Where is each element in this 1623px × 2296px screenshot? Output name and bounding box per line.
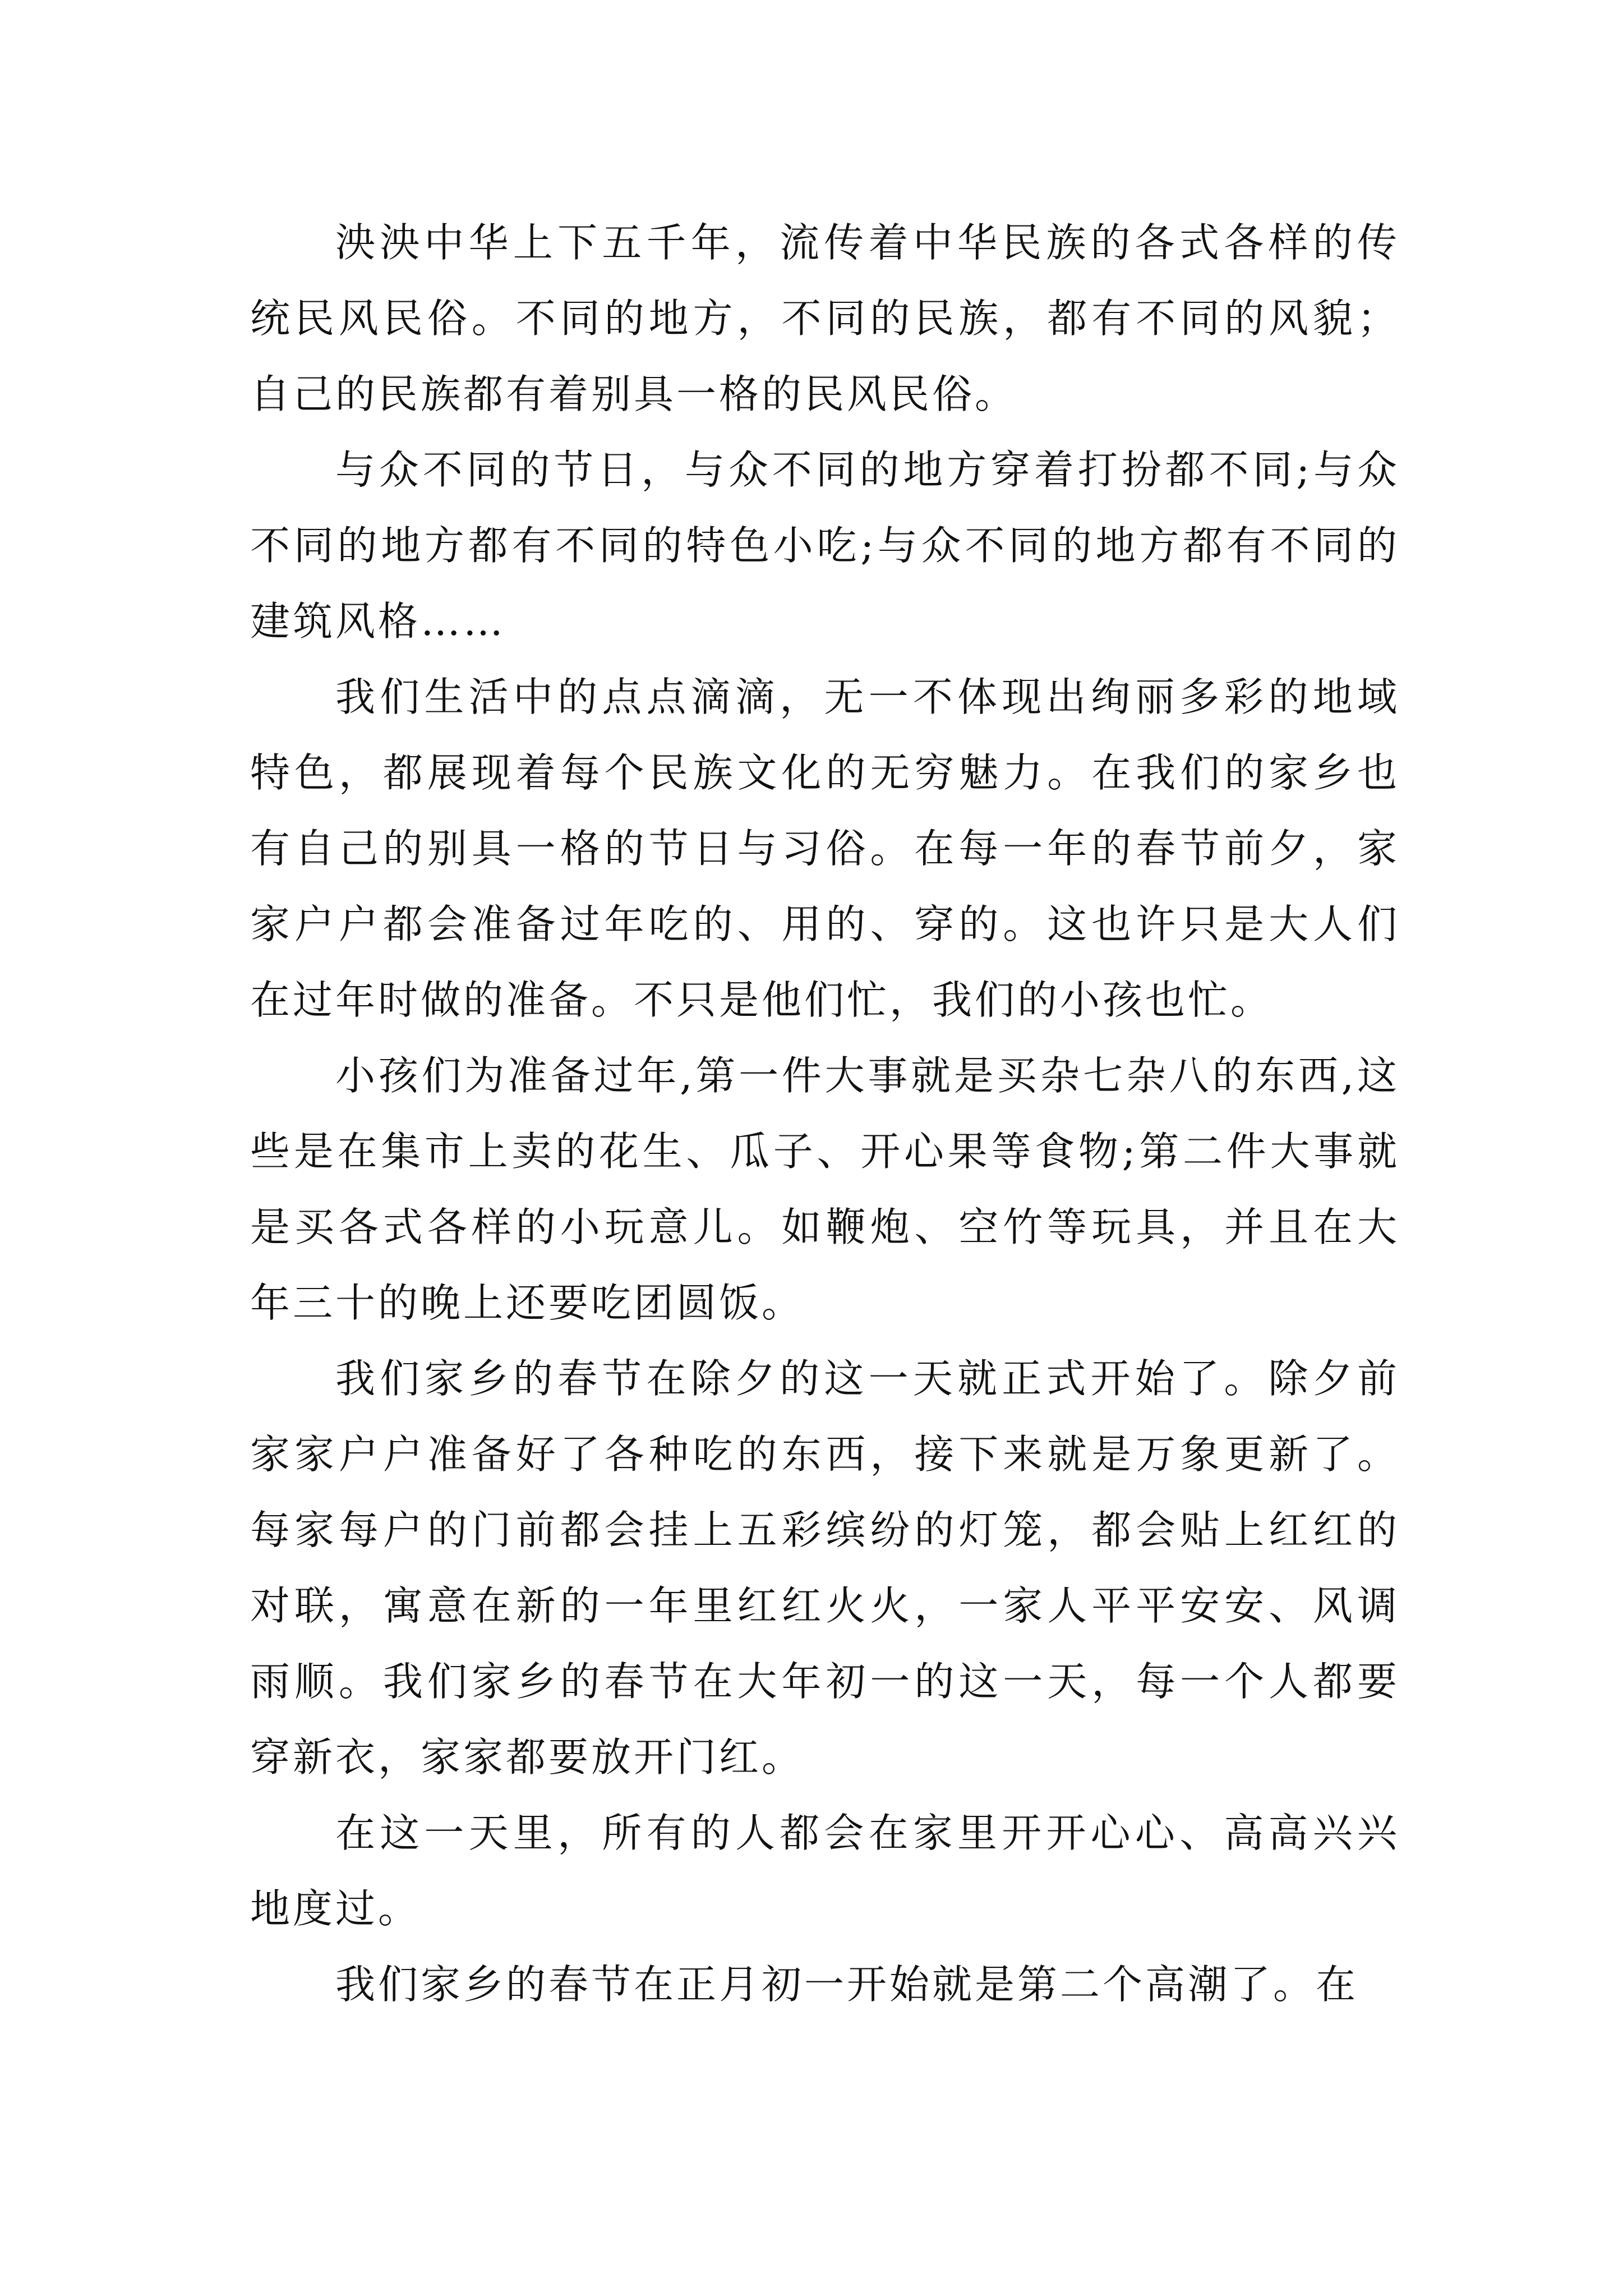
paragraph-4: 小孩们为准备过年,第一件大事就是买杂七杂八的东西,这些是在集市上卖的花生、瓜子、开心果等食物;第二件大事就是买各式各样的小玩意儿。如鞭炮、空竹等玩具，并且在大年三十的晚上还要吃团圆饭。: [250, 1052, 1400, 1326]
paragraph-2: 与众不同的节日，与众不同的地方穿着打扮都不同;与众不同的地方都有不同的特色小吃;与众不同的地方都有不同的建筑风格……: [250, 447, 1400, 645]
document-body: [250, 205, 1400, 2022]
paragraph-7: 我们家乡的春节在正月初一开始就是第二个高潮了。在: [335, 1961, 1359, 2008]
paragraph-5: 我们家乡的春节在除夕的这一天就正式开始了。除夕前家家户户准备好了各种吃的东西，接下来就是万象更新了。每家每户的门前都会挂上五彩缤纷的灯笼，都会贴上红红的对联，寓意在新的一年里红红火火，一家人平平安安、风调雨顺。我们家乡的春节在大年初一的这一天，每一个人都要穿新衣，家家都要放开门红。: [250, 1355, 1400, 1780]
paragraph-1: 泱泱中华上下五千年，流传着中华民族的各式各样的传统民风民俗。不同的地方，不同的民族，都有不同的风貌；自己的民族都有着别具一格的民风民俗。: [250, 219, 1400, 417]
paragraph-3: 我们生活中的点点滴滴，无一不体现出绚丽多彩的地域特色，都展现着每个民族文化的无穷魅力。在我们的家乡也有自己的别具一格的节日与习俗。在每一年的春节前夕，家家户户都会准备过年吃的、用的、穿的。这也许只是大人们在过年时做的准备。不只是他们忙，我们的小孩也忙。: [250, 674, 1400, 1023]
paragraph-6: 在这一天里，所有的人都会在家里开开心心、高高兴兴地度过。: [250, 1810, 1400, 1932]
